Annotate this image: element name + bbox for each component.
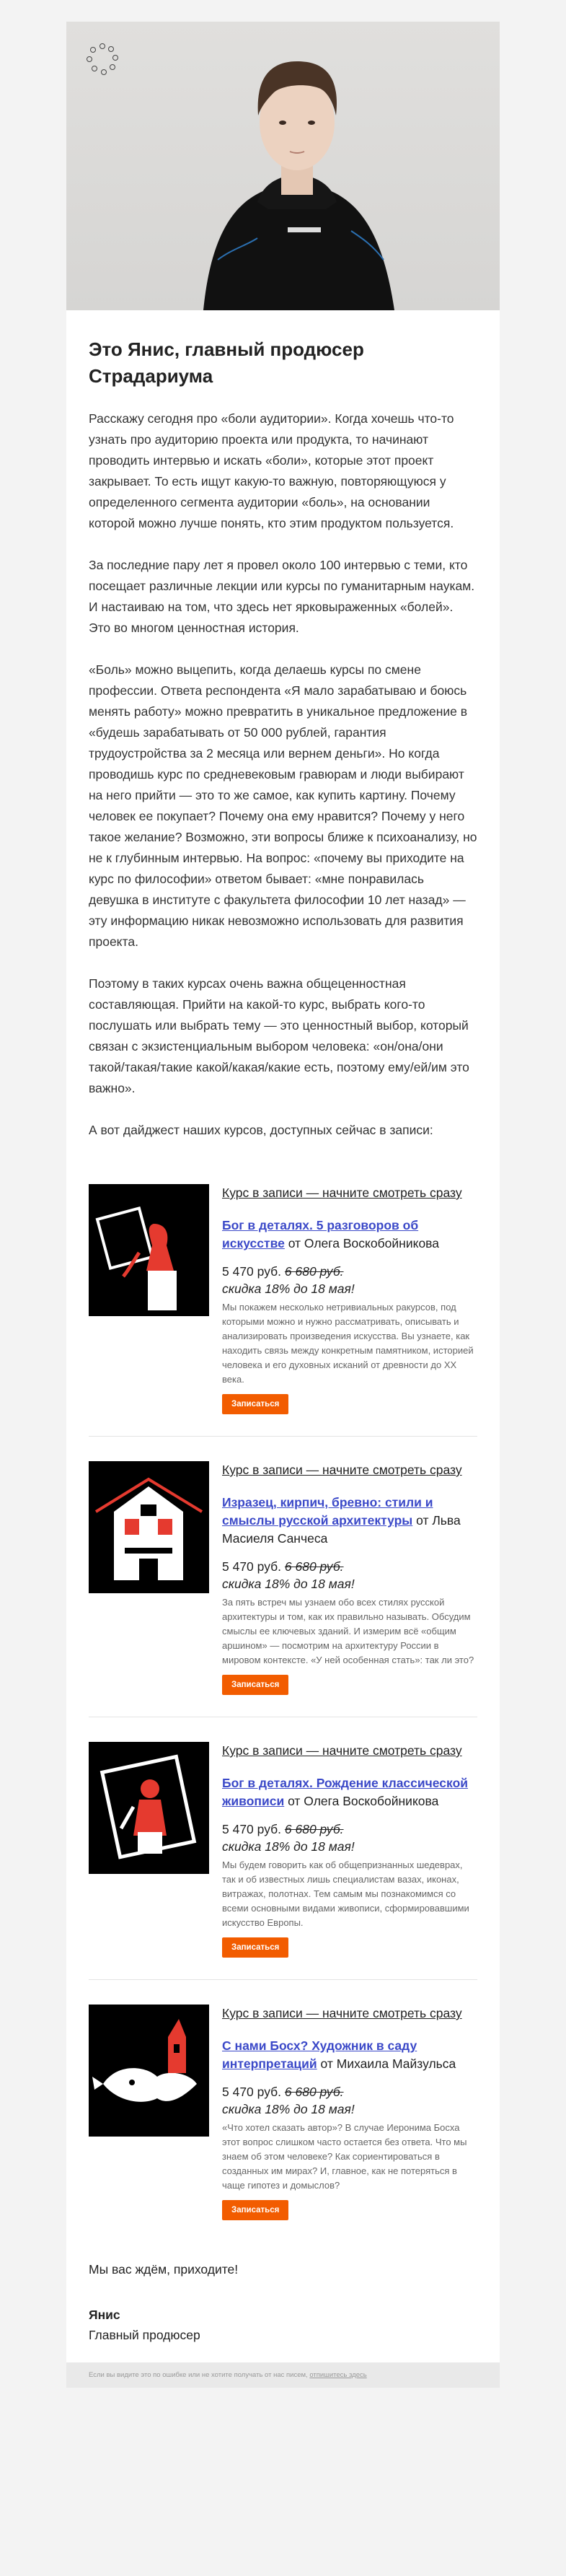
course-discount: скидка 18% до 18 мая! (222, 2102, 355, 2116)
course-author: от Олега Воскобойникова (284, 1794, 439, 1808)
course-thumbnail[interactable] (89, 1742, 209, 1874)
course-title-link[interactable]: Бог в деталях. Рождение классической живописи (222, 1776, 469, 1808)
enroll-button[interactable]: Записаться (222, 1675, 288, 1695)
course-discount: скидка 18% до 18 мая! (222, 1282, 355, 1296)
course-description: Мы покажем несколько нетривиальных ракурсов, под которыми можно и нужно рассматривать, описывать и анализировать произведения искусства. Вы узнаете, как находить связь между конкретным памятником, историей человека и его духовных исканий от древности до XX века. (222, 1302, 474, 1385)
course-price: 5 470 руб. 6 680 руб. (222, 1822, 344, 1836)
course-discount: скидка 18% до 18 мая! (222, 1577, 355, 1591)
page-title: Это Янис, главный продюсер Страдариума (89, 338, 364, 387)
course-title-link[interactable]: С нами Босх? Художник в саду интерпретаций (222, 2038, 417, 2071)
course-author: от Михаила Майзульса (317, 2056, 456, 2071)
intro-paragraph-4: Поэтому в таких курсах очень важна общеценностная составляющая. Прийти на какой-то курс, выбрать кого-то послушать или выбрать тему — это ценностный выбор, который связан с экзистенциальным выбором человека: «он/она/они такой/такая/такие какой/какая/какие есть, поэтому ему/ей/им это важно». (89, 976, 469, 1095)
digest-intro: А вот дайджест наших курсов, доступных сейчас в записи: (89, 1123, 433, 1137)
course-price: 5 470 руб. 6 680 руб. (222, 1264, 344, 1279)
footer-text: Если вы видите это по ошибке или не хотите получать от нас писем, (89, 2371, 310, 2379)
course-old-price: 6 680 руб. (284, 1559, 344, 1574)
course-thumbnail[interactable] (89, 1461, 209, 1593)
course-thumbnail[interactable] (89, 2005, 209, 2137)
intro-paragraph-1: Расскажу сегодня про «боли аудитории». Когда хочешь что-то узнать про аудиторию проекта или продукта, то начинают проводить интервью и искать «боли», которые этот проект закрывает. То есть ищут какую-то важную, повторяющуюся у определенного сегмента аудитории «боль», на основании которой можно лучше понять, кто этим продуктом пользуется. (89, 411, 454, 530)
course-old-price: 6 680 руб. (284, 1822, 344, 1836)
course-old-price: 6 680 руб. (284, 2085, 344, 2099)
course-tagline-link[interactable]: Курс в записи — начните смотреть сразу (222, 2006, 462, 2020)
course-tagline-link[interactable]: Курс в записи — начните смотреть сразу (222, 1186, 462, 1200)
enroll-button[interactable]: Записаться (222, 1937, 288, 1958)
unsubscribe-link[interactable]: отпишитесь здесь (309, 2371, 367, 2379)
course-tagline-link[interactable]: Курс в записи — начните смотреть сразу (222, 1743, 462, 1758)
course-description: Мы будем говорить как об общепризнанных шедеврах, так и об известных лишь специалистам вазах, иконах, витражах, полотнах. Тем самым мы познакомимся со всеми основными видами живописи, сформировавшими искусство Европы. (222, 1859, 469, 1928)
course-thumbnail[interactable] (89, 1184, 209, 1316)
course-author: от Олега Воскобойникова (284, 1236, 440, 1250)
producer-portrait (189, 22, 405, 310)
course-description: За пять встреч мы узнаем обо всех стилях русской архитектуры и том, как их правильно называть. Обсудим смыслы ее ключевых зданий. И измерим всё «общим аршином» — посмотрим на архитектуру России в мировом контексте. «У ней особенная стать»: так ли это? (222, 1597, 474, 1665)
course-description: «Что хотел сказать автор»? В случае Иеронима Босха этот вопрос слишком часто остается без ответа. Что мы знаем об этом человеке? Как сориентироваться в созданных им мирах? И, главное, как не потеряться в чаще гипотез и домыслов? (222, 2122, 467, 2191)
course-discount: скидка 18% до 18 мая! (222, 1839, 355, 1854)
course-tagline-link[interactable]: Курс в записи — начните смотреть сразу (222, 1463, 462, 1477)
email-body (66, 22, 500, 2388)
enroll-button[interactable]: Записаться (222, 1394, 288, 1414)
course-card (89, 1980, 477, 2242)
intro-paragraph-3: «Боль» можно выцепить, когда делаешь курсы по смене профессии. Ответа респондента «Я мало зарабатываю и боюсь менять работу» можно превратить в уникальное предложение в «будешь зарабатывать от 50 000 рублей, гарантия трудоустройства за 2 месяца или вернем деньги». Но когда проводишь курс по средневековым гравюрам и люди выбирают на него прийти — это то же самое, как купить картину. Почему человек ее покупает? Почему она ему нравится? Почему у него такое желание? Возможно, эти вопросы ближе к психоанализу, но не к глубинным интервью. На вопрос: «почему вы приходите на курс по философии» ответом бывает: «мне понравилась девушка в институте с факультета философии 10 лет назад» — эту информацию никак невозможно использовать для развития проекта. (89, 662, 477, 949)
course-price: 5 470 руб. 6 680 руб. (222, 1559, 344, 1574)
course-author: от Льва Масиеля Санчеса (222, 1513, 461, 1546)
intro-paragraph-2: За последние пару лет я провел около 100 интервью с теми, кто посещает различные лекции или курсы по гуманитарным наукам. И настаиваю на том, что здесь нет ярковыраженных «болей». Это во многом ценностная история. (89, 558, 475, 635)
footer (66, 2362, 500, 2388)
course-title-link[interactable]: Изразец, кирпич, бревно: стили и смыслы русской архитектуры (222, 1495, 433, 1528)
course-price: 5 470 руб. 6 680 руб. (222, 2085, 344, 2099)
course-card (89, 1437, 477, 1717)
course-card (89, 1160, 477, 1436)
enroll-button[interactable]: Записаться (222, 2200, 288, 2220)
outro-text: Мы вас ждём, приходите! (89, 2262, 239, 2277)
hero-photo (66, 22, 500, 310)
signature-role: Главный продюсер (89, 2328, 200, 2342)
course-card (89, 1717, 477, 1979)
stradarium-logo (87, 43, 118, 75)
signature-name: Янис (89, 2308, 120, 2322)
course-title-link[interactable]: Бог в деталях. 5 разговоров об искусстве (222, 1218, 419, 1250)
course-old-price: 6 680 руб. (284, 1264, 344, 1279)
